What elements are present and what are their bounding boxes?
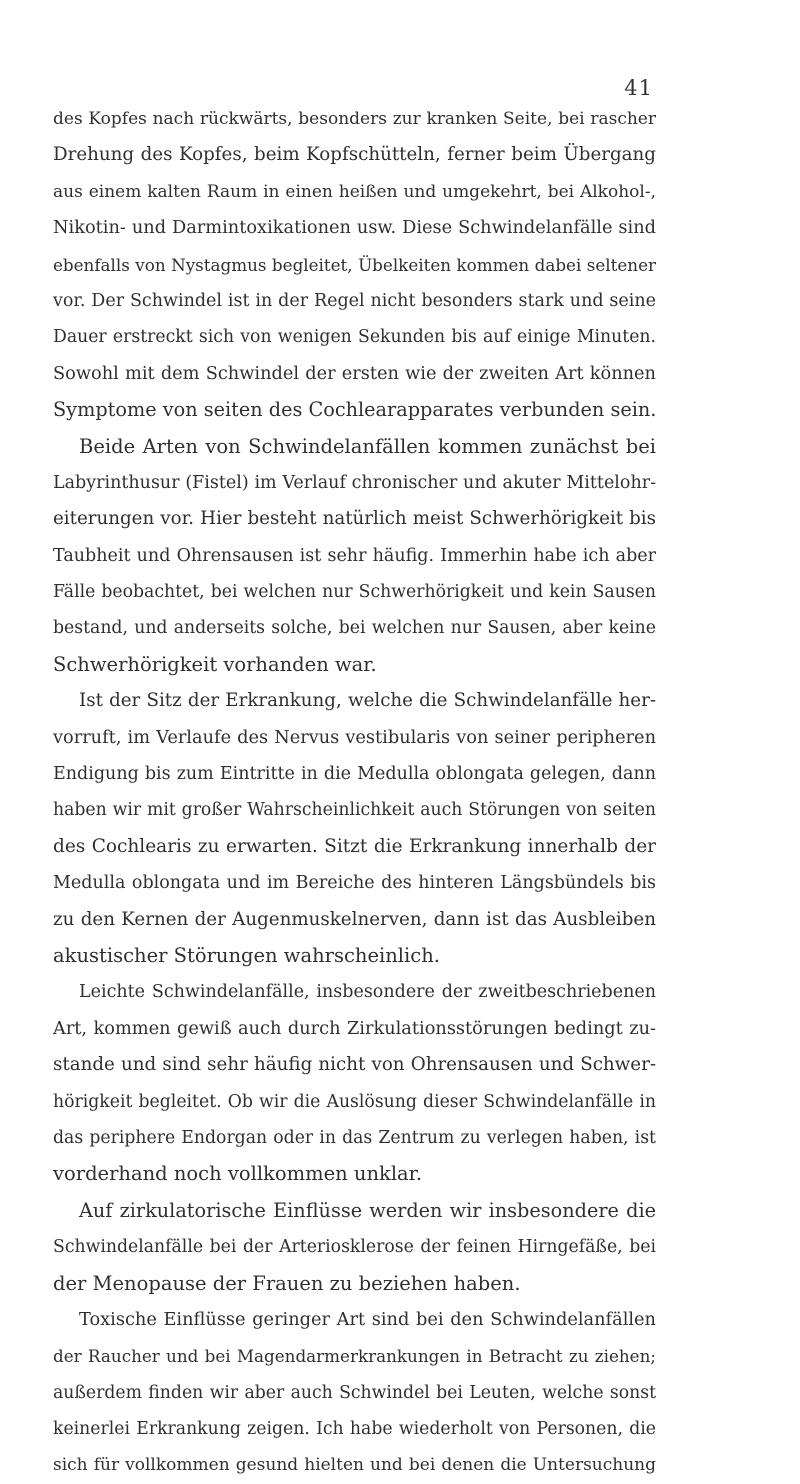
text-line: vorruft, im Verlaufe des Nervus vestibularis von seiner peripheren bbox=[53, 727, 656, 748]
text-line: vorderhand noch vollkommen unklar. bbox=[53, 1162, 423, 1186]
page-number: 41 bbox=[624, 76, 653, 100]
text-line: akustischer Störungen wahrscheinlich. bbox=[53, 943, 440, 967]
text-line: aus einem kalten Raum in einen heißen und umgekehrt, bei Alkohol-, bbox=[53, 181, 656, 202]
text-line: ebenfalls von Nystagmus begleitet, Übelkeiten kommen dabei seltener bbox=[53, 254, 656, 275]
text-line: des Kopfes nach rückwärts, besonders zur kranken Seite, bei rascher bbox=[53, 109, 656, 129]
text-line: haben wir mit großer Wahrscheinlichkeit auch Störungen von seiten bbox=[53, 800, 656, 821]
text-line: außerdem finden wir aber auch Schwindel bei Leuten, welche sonst bbox=[53, 1382, 656, 1403]
body-text bbox=[53, 101, 656, 1484]
text-line: Ist der Sitz der Erkrankung, welche die Schwindelanfälle her- bbox=[79, 690, 656, 712]
text-line: keinerlei Erkrankung zeigen. Ich habe wiederholt von Personen, die bbox=[53, 1419, 656, 1440]
text-line: Auf zirkulatorische Einflüsse werden wir insbesondere die bbox=[79, 1198, 656, 1222]
text-line: des Cochlearis zu erwarten. Sitzt die Erkrankung innerhalb der bbox=[53, 835, 656, 857]
text-line: zu den Kernen der Augenmuskelnerven, dann ist das Ausbleiben bbox=[53, 908, 656, 930]
text-line: sich für vollkommen gesund hielten und bei denen die Untersuchung bbox=[53, 1455, 656, 1476]
text-line: eiterungen vor. Hier besteht natürlich meist Schwerhörigkeit bis bbox=[53, 508, 656, 530]
text-line: Art, kommen gewiß auch durch Zirkulationsstörungen bedingt zu- bbox=[53, 1018, 656, 1039]
text-line: Labyrinthusur (Fistel) im Verlauf chronischer und akuter Mittelohr- bbox=[53, 472, 656, 493]
text-line: stande und sind sehr häufig nicht von Ohrensausen und Schwer- bbox=[53, 1054, 656, 1076]
text-line: das periphere Endorgan oder in das Zentrum zu verlegen haben, ist bbox=[53, 1127, 656, 1148]
text-line: Schwerhörigkeit vorhanden war. bbox=[53, 652, 377, 676]
text-line: Fälle beobachtet, bei welchen nur Schwerhörigkeit und kein Sausen bbox=[53, 582, 656, 603]
text-line: vor. Der Schwindel ist in der Regel nicht besonders stark und seine bbox=[53, 290, 656, 311]
text-line: Medulla oblongata und im Bereiche des hinteren Längsbündels bis bbox=[53, 873, 656, 894]
text-line: der Raucher und bei Magendarmerkrankungen in Betracht zu ziehen; bbox=[53, 1346, 656, 1367]
text-line: Taubheit und Ohrensausen ist sehr häufig. Immerhin habe ich aber bbox=[53, 545, 656, 566]
text-line: der Menopause der Frauen zu beziehen haben. bbox=[53, 1271, 521, 1295]
text-line: Nikotin- und Darmintoxikationen usw. Diese Schwindelanfälle sind bbox=[53, 218, 656, 239]
text-line: hörigkeit begleitet. Ob wir die Auslösung dieser Schwindelanfälle in bbox=[53, 1091, 656, 1112]
text-line: Endigung bis zum Eintritte in die Medulla oblongata gelegen, dann bbox=[53, 764, 656, 785]
text-line: Dauer erstreckt sich von wenigen Sekunden bis auf einige Minuten. bbox=[53, 327, 656, 348]
text-line: Leichte Schwindelanfälle, insbesondere der zweitbeschriebenen bbox=[79, 982, 656, 1003]
text-line: Drehung des Kopfes, beim Kopfschütteln, ferner beim Übergang bbox=[53, 144, 656, 166]
text-line: Schwindelanfälle bei der Arteriosklerose der feinen Hirngefäße, bei bbox=[53, 1237, 656, 1258]
text-line: Symptome von seiten des Cochlearapparates verbunden sein. bbox=[53, 398, 657, 422]
text-line: Toxische Einflüsse geringer Art sind bei den Schwindelanfällen bbox=[79, 1309, 656, 1330]
text-line: Beide Arten von Schwindelanfällen kommen zunächst bei bbox=[79, 434, 656, 458]
text-line: bestand, und anderseits solche, bei welchen nur Sausen, aber keine bbox=[53, 618, 656, 639]
text-line: Sowohl mit dem Schwindel der ersten wie der zweiten Art können bbox=[53, 363, 656, 384]
